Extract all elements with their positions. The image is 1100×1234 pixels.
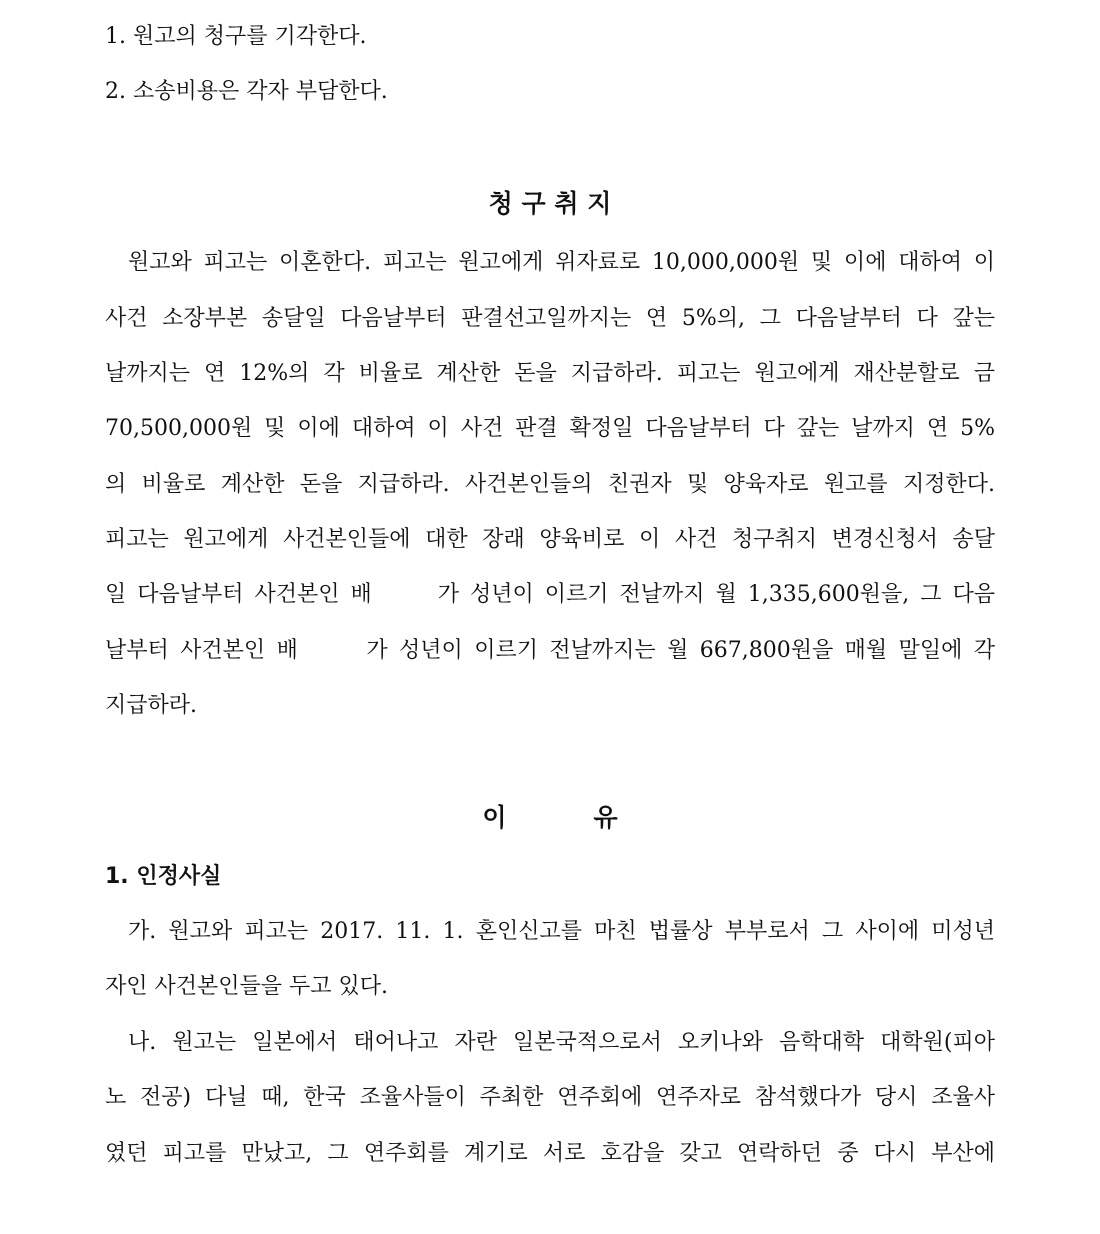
para-ga-line-1: 가. 원고와 피고는 2017. 11. 1. 혼인신고를 마친 법률상 부부로서 그 사이에 미성년 [128, 919, 995, 944]
claim-line-9: 지급하라. [105, 693, 198, 718]
claim-line-8: 날부터 사건본인 배 가 성년이 이르기 전날까지는 월 667,800원을 매월 말일에 각 [105, 638, 995, 663]
reason-heading: 이 유 [482, 803, 618, 832]
order-item-1: 1. 원고의 청구를 기각한다. [105, 24, 367, 49]
claim-line-4: 70,500,000원 및 이에 대하여 이 사건 판결 확정일 다음날부터 다 갚는 날까지 연 5% [105, 416, 995, 441]
para-ga-line-2: 자인 사건본인들을 두고 있다. [105, 974, 388, 999]
section-title-facts: 1. 인정사실 [105, 864, 222, 889]
para-na-line-3: 였던 피고를 만났고, 그 연주회를 계기로 서로 호감을 갖고 연락하던 중 다시 부산에 [105, 1141, 995, 1166]
para-na-line-1: 나. 원고는 일본에서 태어나고 자란 일본국적으로서 오키나와 음학대학 대학원(피아 [128, 1030, 995, 1055]
claim-line-3: 날까지는 연 12%의 각 비율로 계산한 돈을 지급하라. 피고는 원고에게 재산분할로 금 [105, 361, 995, 386]
order-item-2: 2. 소송비용은 각자 부담한다. [105, 79, 388, 104]
claim-line-7: 일 다음날부터 사건본인 배 가 성년이 이르기 전날까지 월 1,335,600원을, 그 다음 [105, 582, 995, 607]
claim-heading: 청 구 취 지 [488, 189, 612, 218]
claim-line-5: 의 비율로 계산한 돈을 지급하라. 사건본인들의 친권자 및 양육자로 원고를 지정한다. [105, 472, 995, 497]
claim-line-2: 사건 소장부본 송달일 다음날부터 판결선고일까지는 연 5%의, 그 다음날부터 다 갚는 [105, 306, 995, 331]
para-na-line-2: 노 전공) 다닐 때, 한국 조율사들이 주최한 연주회에 연주자로 참석했다가 당시 조율사 [105, 1085, 995, 1110]
claim-line-6: 피고는 원고에게 사건본인들에 대한 장래 양육비로 이 사건 청구취지 변경신청서 송달 [105, 527, 995, 552]
claim-line-1: 원고와 피고는 이혼한다. 피고는 원고에게 위자료로 10,000,000원 및 이에 대하여 이 [128, 250, 995, 275]
